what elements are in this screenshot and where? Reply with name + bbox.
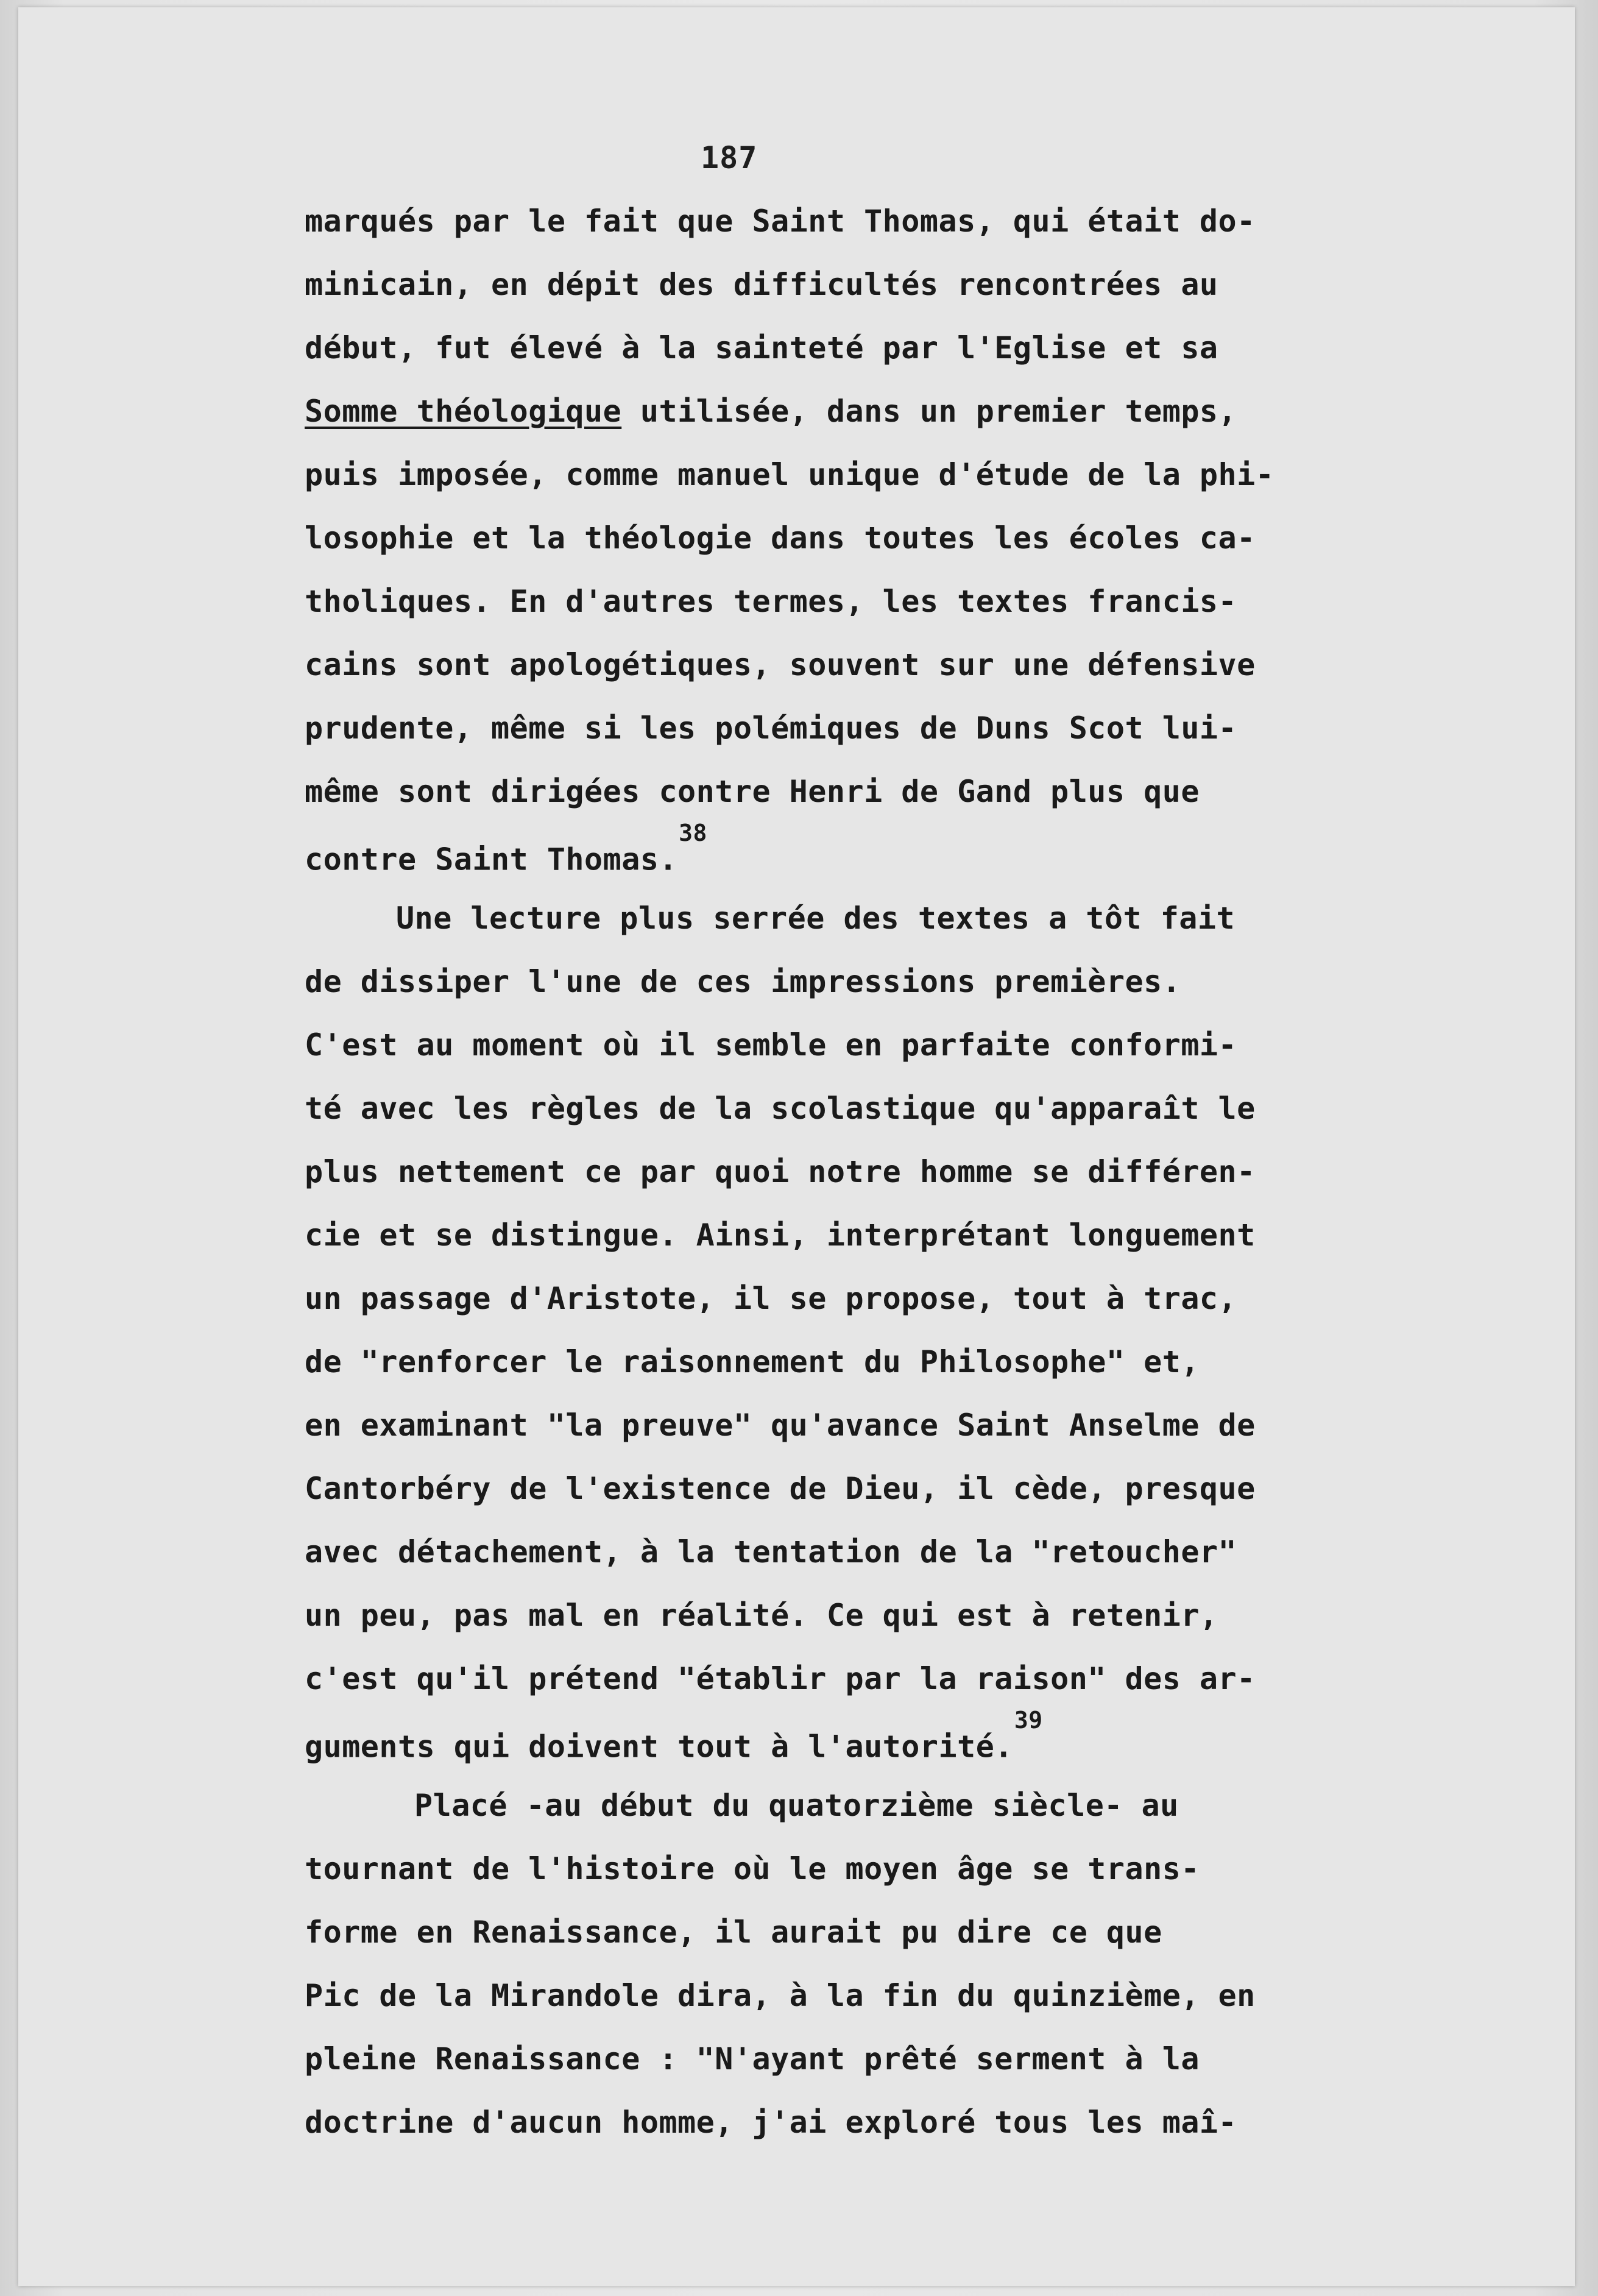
text-line (305, 820, 707, 877)
text-line: marqués par le fait que Saint Thomas, qui était do- (305, 204, 1256, 239)
text-line: pleine Renaissance : "N'ayant prêté serment à la (305, 2041, 1200, 2077)
text-line: Cantorbéry de l'existence de Dieu, il cède, presque (305, 1471, 1256, 1506)
text-line: c'est qu'il prétend "établir par la raison" des ar- (305, 1661, 1256, 1696)
footnote-38: 38 (679, 820, 707, 846)
text-line: Pic de la Mirandole dira, à la fin du quinzième, en (305, 1978, 1256, 2013)
text-line: té avec les règles de la scolastique qu'apparaît le (305, 1091, 1256, 1126)
text-line: cains sont apologétiques, souvent sur une défensive (305, 647, 1256, 682)
text-line: cie et se distingue. Ainsi, interprétant longuement (305, 1217, 1256, 1253)
typewritten-page (18, 7, 1575, 2286)
text-line: de "renforcer le raisonnement du Philosophe" et, (305, 1344, 1200, 1380)
text-line: tournant de l'histoire où le moyen âge se trans- (305, 1851, 1200, 1887)
text-line: début, fut élevé à la sainteté par l'Eglise et sa (305, 330, 1218, 366)
text-line: doctrine d'aucun homme, j'ai exploré tous les maî- (305, 2105, 1237, 2140)
text-line: minicain, en dépit des difficultés rencontrées au (305, 267, 1218, 302)
text-line: prudente, même si les polémiques de Duns Scot lui- (305, 710, 1237, 746)
page-number: 187 (701, 140, 758, 175)
text-line (305, 396, 1237, 427)
text-line: plus nettement ce par quoi notre homme se différen- (305, 1154, 1256, 1189)
text-line: un passage d'Aristote, il se propose, tout à trac, (305, 1281, 1237, 1316)
text-line: un peu, pas mal en réalité. Ce qui est à retenir, (305, 1598, 1218, 1633)
text-line: même sont dirigées contre Henri de Gand plus que (305, 774, 1200, 809)
text-line: de dissiper l'une de ces impressions premières. (305, 964, 1181, 999)
text-line: en examinant "la preuve" qu'avance Saint Anselme de (305, 1408, 1256, 1443)
text-line: losophie et la théologie dans toutes les écoles ca- (305, 520, 1256, 556)
text-line: puis imposée, comme manuel unique d'étude de la phi- (305, 457, 1275, 492)
book-title-underlined: Somme théologique (305, 394, 622, 429)
text-line-content: guments qui doivent tout à l'autorité. (305, 1729, 1013, 1765)
paragraph-first-line: Placé -au début du quatorzième siècle- au (414, 1788, 1179, 1823)
text-line-content: contre Saint Thomas. (305, 842, 678, 877)
paragraph-first-line: Une lecture plus serrée des textes a tôt fait (396, 901, 1236, 936)
text-line: avec détachement, à la tentation de la "retoucher" (305, 1534, 1237, 1570)
text-line: C'est au moment où il semble en parfaite conformi- (305, 1027, 1237, 1063)
text-line: tholiques. En d'autres termes, les textes francis- (305, 584, 1237, 619)
text-line-rest: utilisée, dans un premier temps, (640, 394, 1237, 429)
text-line: forme en Renaissance, il aurait pu dire ce que (305, 1915, 1162, 1950)
footnote-39: 39 (1014, 1707, 1043, 1734)
text-line (305, 1707, 1043, 1765)
